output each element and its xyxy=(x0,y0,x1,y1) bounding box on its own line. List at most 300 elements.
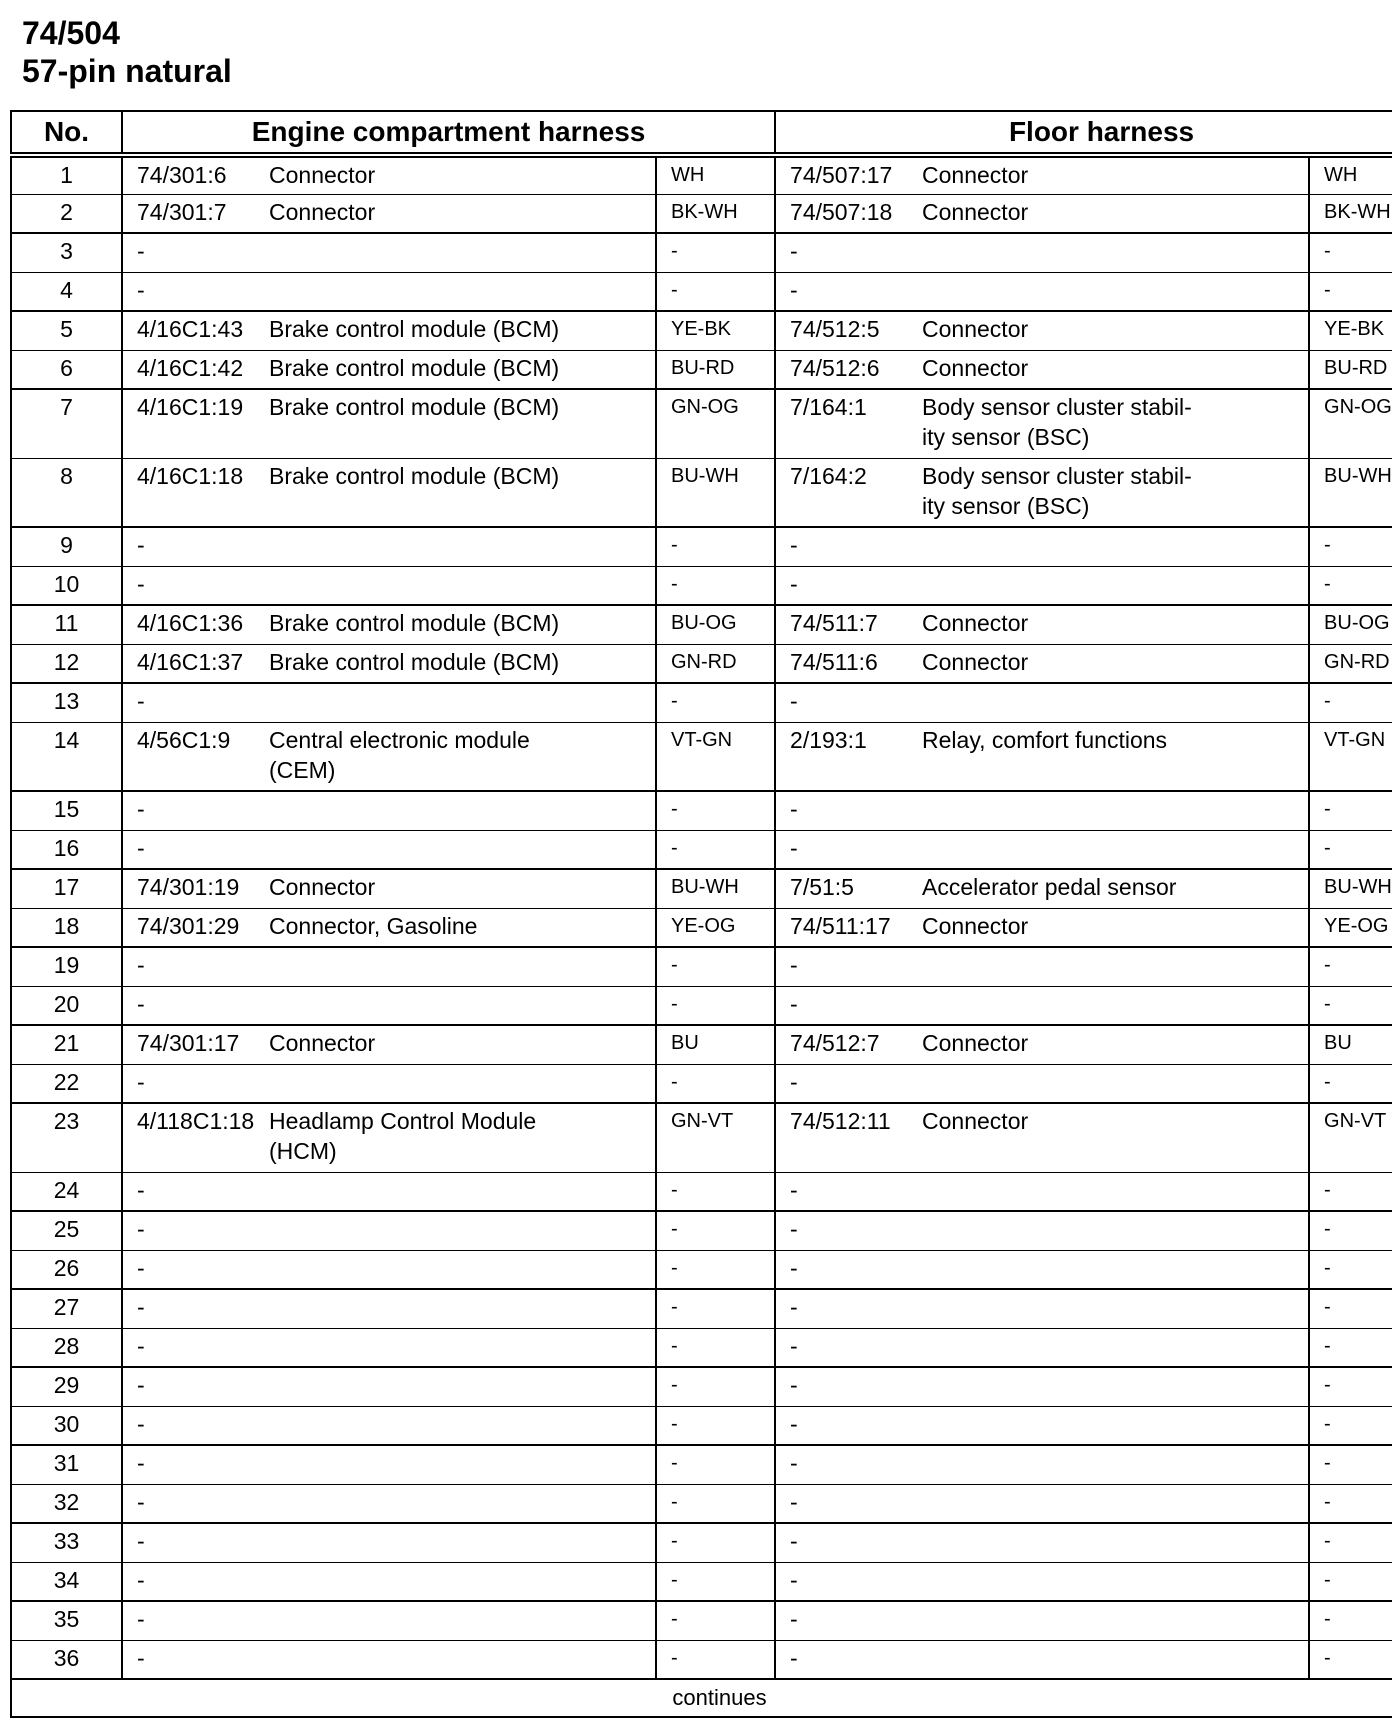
pin-number-cell: 26 xyxy=(11,1250,122,1289)
pin-number-cell: 14 xyxy=(11,722,122,791)
pin-rows xyxy=(11,155,1392,1679)
floor-description-cell xyxy=(918,1064,1309,1103)
pin-number-cell: 29 xyxy=(11,1367,122,1406)
pin-number-cell: 10 xyxy=(11,566,122,605)
floor-description-cell xyxy=(918,566,1309,605)
description-line: Headlamp Control Module xyxy=(269,1108,537,1134)
table-row xyxy=(11,1562,1392,1601)
table-row xyxy=(11,527,1392,566)
pin-number-cell: 25 xyxy=(11,1211,122,1250)
floor-wire-color-cell: - xyxy=(1309,1562,1392,1601)
floor-wire-color-cell: VT-GN xyxy=(1309,722,1392,791)
description-line: Brake control module (BCM) xyxy=(269,316,560,342)
engine-ref-cell: 4/16C1:42 xyxy=(122,350,265,389)
floor-wire-color-cell: BK-WH xyxy=(1309,194,1392,233)
floor-wire-color-cell: BU-OG xyxy=(1309,605,1392,644)
table-row xyxy=(11,1601,1392,1640)
table-row xyxy=(11,1103,1392,1172)
engine-description-cell xyxy=(265,1172,656,1211)
floor-description-cell xyxy=(918,272,1309,311)
floor-ref-cell: - xyxy=(775,1367,918,1406)
engine-wire-color-cell: BU xyxy=(656,1025,775,1064)
connector-id-title: 74/504 xyxy=(22,15,120,51)
pin-number-cell: 20 xyxy=(11,986,122,1025)
description-line: Accelerator pedal sensor xyxy=(922,874,1177,900)
engine-ref-cell: - xyxy=(122,1445,265,1484)
engine-description-cell xyxy=(265,683,656,722)
floor-ref-cell: - xyxy=(775,1601,918,1640)
floor-wire-color-cell: - xyxy=(1309,986,1392,1025)
floor-description-cell xyxy=(918,1523,1309,1562)
pin-number-cell: 19 xyxy=(11,947,122,986)
floor-ref-cell: - xyxy=(775,527,918,566)
engine-description-cell xyxy=(265,233,656,272)
table-row xyxy=(11,1640,1392,1679)
floor-wire-color-cell: - xyxy=(1309,272,1392,311)
pin-number-cell: 9 xyxy=(11,527,122,566)
floor-wire-color-cell: - xyxy=(1309,683,1392,722)
floor-ref-cell: - xyxy=(775,1211,918,1250)
description-line: Connector xyxy=(269,162,376,188)
engine-wire-color-cell: - xyxy=(656,1523,775,1562)
description-line: Brake control module (BCM) xyxy=(269,394,560,420)
floor-ref-cell: - xyxy=(775,233,918,272)
floor-description-cell xyxy=(918,1328,1309,1367)
floor-description-cell xyxy=(918,233,1309,272)
engine-wire-color-cell: - xyxy=(656,1562,775,1601)
engine-wire-color-cell: - xyxy=(656,1172,775,1211)
engine-description-cell xyxy=(265,527,656,566)
floor-description-cell xyxy=(918,605,1309,644)
floor-wire-color-cell: - xyxy=(1309,791,1392,830)
floor-wire-color-cell: - xyxy=(1309,527,1392,566)
engine-description-cell xyxy=(265,605,656,644)
floor-ref-cell: 74/511:17 xyxy=(775,908,918,947)
table-row xyxy=(11,1367,1392,1406)
floor-description-cell xyxy=(918,644,1309,683)
pin-number-cell: 6 xyxy=(11,350,122,389)
engine-ref-cell: - xyxy=(122,1484,265,1523)
floor-wire-color-cell: WH xyxy=(1309,155,1392,194)
table-row xyxy=(11,1025,1392,1064)
engine-ref-cell: 4/16C1:37 xyxy=(122,644,265,683)
floor-description-cell xyxy=(918,1025,1309,1064)
description-line: (HCM) xyxy=(269,1138,337,1164)
pin-number-cell: 35 xyxy=(11,1601,122,1640)
engine-description-cell xyxy=(265,830,656,869)
table-row xyxy=(11,1484,1392,1523)
description-line: ity sensor (BSC) xyxy=(922,492,1090,519)
floor-ref-cell: 74/507:18 xyxy=(775,194,918,233)
engine-description-cell xyxy=(265,1250,656,1289)
floor-wire-color-cell: - xyxy=(1309,566,1392,605)
engine-wire-color-cell: - xyxy=(656,566,775,605)
floor-ref-cell: - xyxy=(775,683,918,722)
engine-description-cell xyxy=(265,1523,656,1562)
table-row xyxy=(11,155,1392,194)
pin-number-cell: 12 xyxy=(11,644,122,683)
pin-number-cell: 31 xyxy=(11,1445,122,1484)
engine-wire-color-cell: BU-WH xyxy=(656,458,775,527)
floor-wire-color-cell: GN-RD xyxy=(1309,644,1392,683)
engine-ref-cell: 4/16C1:43 xyxy=(122,311,265,350)
engine-wire-color-cell: - xyxy=(656,683,775,722)
floor-description-cell xyxy=(918,194,1309,233)
engine-description-cell xyxy=(265,791,656,830)
floor-wire-color-cell: - xyxy=(1309,1484,1392,1523)
floor-description-cell xyxy=(918,830,1309,869)
pin-number-cell: 24 xyxy=(11,1172,122,1211)
pin-number-cell: 3 xyxy=(11,233,122,272)
column-header-no: No. xyxy=(11,111,122,155)
engine-wire-color-cell: - xyxy=(656,986,775,1025)
column-header-engine-harness: Engine compartment harness xyxy=(122,111,775,155)
description-line: Connector xyxy=(269,874,376,900)
continues-note: continues xyxy=(11,1679,1392,1717)
floor-wire-color-cell: - xyxy=(1309,830,1392,869)
table-row xyxy=(11,605,1392,644)
table-row xyxy=(11,233,1392,272)
engine-ref-cell: 4/16C1:36 xyxy=(122,605,265,644)
floor-wire-color-cell: - xyxy=(1309,947,1392,986)
description-line: Brake control module (BCM) xyxy=(269,610,560,636)
floor-wire-color-cell: - xyxy=(1309,1064,1392,1103)
engine-wire-color-cell: - xyxy=(656,1064,775,1103)
table-row xyxy=(11,272,1392,311)
engine-wire-color-cell: - xyxy=(656,1328,775,1367)
engine-wire-color-cell: - xyxy=(656,1484,775,1523)
engine-wire-color-cell: BU-RD xyxy=(656,350,775,389)
description-line: Connector xyxy=(922,1030,1029,1056)
engine-ref-cell: - xyxy=(122,986,265,1025)
floor-ref-cell: - xyxy=(775,1640,918,1679)
engine-wire-color-cell: - xyxy=(656,1601,775,1640)
engine-ref-cell: - xyxy=(122,1211,265,1250)
pin-assignment-table xyxy=(10,110,1392,1718)
floor-ref-cell: - xyxy=(775,791,918,830)
pin-number-cell: 28 xyxy=(11,1328,122,1367)
floor-ref-cell: - xyxy=(775,947,918,986)
pin-number-cell: 2 xyxy=(11,194,122,233)
table-row xyxy=(11,194,1392,233)
description-line: Brake control module (BCM) xyxy=(269,354,560,381)
table-row xyxy=(11,1064,1392,1103)
floor-ref-cell: - xyxy=(775,1445,918,1484)
floor-wire-color-cell: - xyxy=(1309,1328,1392,1367)
description-line: Connector xyxy=(269,198,376,225)
engine-wire-color-cell: GN-OG xyxy=(656,389,775,458)
engine-description-cell xyxy=(265,869,656,908)
description-line: Connector xyxy=(922,912,1029,939)
floor-description-cell xyxy=(918,869,1309,908)
engine-ref-cell: - xyxy=(122,1064,265,1103)
description-line: Body sensor cluster stabil- xyxy=(922,394,1192,420)
floor-description-cell xyxy=(918,311,1309,350)
floor-wire-color-cell: - xyxy=(1309,1406,1392,1445)
floor-ref-cell: - xyxy=(775,1289,918,1328)
floor-description-cell xyxy=(918,1484,1309,1523)
pin-number-cell: 5 xyxy=(11,311,122,350)
column-header-floor-harness: Floor harness xyxy=(775,111,1392,155)
description-line: Connector xyxy=(922,316,1029,342)
engine-description-cell xyxy=(265,1640,656,1679)
table-row xyxy=(11,1250,1392,1289)
table-row xyxy=(11,722,1392,791)
description-line: Brake control module (BCM) xyxy=(269,462,560,489)
engine-description-cell xyxy=(265,908,656,947)
floor-ref-cell: - xyxy=(775,986,918,1025)
engine-wire-color-cell: - xyxy=(656,791,775,830)
engine-description-cell xyxy=(265,458,656,527)
engine-description-cell xyxy=(265,1103,656,1172)
floor-ref-cell: 2/193:1 xyxy=(775,722,918,791)
floor-ref-cell: - xyxy=(775,566,918,605)
floor-description-cell xyxy=(918,1211,1309,1250)
pin-number-cell: 1 xyxy=(11,155,122,194)
pin-number-cell: 30 xyxy=(11,1406,122,1445)
floor-description-cell xyxy=(918,1406,1309,1445)
engine-ref-cell: 74/301:29 xyxy=(122,908,265,947)
floor-ref-cell: - xyxy=(775,1250,918,1289)
engine-ref-cell: 74/301:17 xyxy=(122,1025,265,1064)
engine-description-cell xyxy=(265,1367,656,1406)
description-line: Connector, Gasoline xyxy=(269,912,478,939)
engine-ref-cell: 4/56C1:9 xyxy=(122,722,265,791)
engine-wire-color-cell: - xyxy=(656,1445,775,1484)
engine-description-cell xyxy=(265,1211,656,1250)
floor-ref-cell: 74/511:7 xyxy=(775,605,918,644)
engine-ref-cell: - xyxy=(122,527,265,566)
floor-ref-cell: - xyxy=(775,1406,918,1445)
engine-wire-color-cell: - xyxy=(656,1211,775,1250)
table-header-row xyxy=(11,111,1392,155)
pin-number-cell: 18 xyxy=(11,908,122,947)
floor-wire-color-cell: YE-BK xyxy=(1309,311,1392,350)
table-row xyxy=(11,1445,1392,1484)
engine-description-cell xyxy=(265,272,656,311)
floor-wire-color-cell: - xyxy=(1309,233,1392,272)
engine-ref-cell: - xyxy=(122,947,265,986)
floor-wire-color-cell: - xyxy=(1309,1211,1392,1250)
floor-ref-cell: - xyxy=(775,830,918,869)
description-line: Body sensor cluster stabil- xyxy=(922,462,1192,489)
floor-wire-color-cell: BU-RD xyxy=(1309,350,1392,389)
engine-description-cell xyxy=(265,1025,656,1064)
floor-ref-cell: 7/164:2 xyxy=(775,458,918,527)
pin-number-cell: 16 xyxy=(11,830,122,869)
floor-description-cell xyxy=(918,458,1309,527)
engine-ref-cell: 4/16C1:18 xyxy=(122,458,265,527)
engine-ref-cell: - xyxy=(122,233,265,272)
engine-wire-color-cell: VT-GN xyxy=(656,722,775,791)
floor-description-cell xyxy=(918,1445,1309,1484)
description-line: Connector xyxy=(922,1108,1029,1134)
engine-ref-cell: - xyxy=(122,1601,265,1640)
table-row xyxy=(11,986,1392,1025)
engine-ref-cell: - xyxy=(122,830,265,869)
description-line: Connector xyxy=(269,1030,376,1056)
floor-wire-color-cell: BU xyxy=(1309,1025,1392,1064)
engine-ref-cell: - xyxy=(122,1172,265,1211)
floor-ref-cell: 7/164:1 xyxy=(775,389,918,458)
engine-ref-cell: - xyxy=(122,1523,265,1562)
pin-number-cell: 21 xyxy=(11,1025,122,1064)
pin-number-cell: 7 xyxy=(11,389,122,458)
engine-ref-cell: - xyxy=(122,1289,265,1328)
table-row xyxy=(11,830,1392,869)
connector-description-title: 57-pin natural xyxy=(22,53,232,89)
floor-description-cell xyxy=(918,908,1309,947)
engine-ref-cell: - xyxy=(122,1640,265,1679)
floor-description-cell xyxy=(918,722,1309,791)
table-row xyxy=(11,947,1392,986)
engine-description-cell xyxy=(265,1445,656,1484)
engine-wire-color-cell: - xyxy=(656,1406,775,1445)
floor-description-cell xyxy=(918,1289,1309,1328)
floor-wire-color-cell: BU-WH xyxy=(1309,869,1392,908)
floor-ref-cell: - xyxy=(775,1484,918,1523)
floor-description-cell xyxy=(918,791,1309,830)
floor-description-cell xyxy=(918,350,1309,389)
description-line: Connector xyxy=(922,198,1029,225)
engine-wire-color-cell: GN-RD xyxy=(656,644,775,683)
floor-description-cell xyxy=(918,1601,1309,1640)
engine-description-cell xyxy=(265,389,656,458)
engine-wire-color-cell: - xyxy=(656,1367,775,1406)
table-row xyxy=(11,1211,1392,1250)
engine-ref-cell: - xyxy=(122,683,265,722)
pin-number-cell: 23 xyxy=(11,1103,122,1172)
floor-description-cell xyxy=(918,527,1309,566)
pin-number-cell: 32 xyxy=(11,1484,122,1523)
table-row xyxy=(11,350,1392,389)
floor-ref-cell: 74/512:11 xyxy=(775,1103,918,1172)
floor-description-cell xyxy=(918,1250,1309,1289)
table-row xyxy=(11,458,1392,527)
description-line: Connector xyxy=(922,648,1029,675)
floor-wire-color-cell: - xyxy=(1309,1289,1392,1328)
table-footer-row xyxy=(11,1679,1392,1717)
engine-ref-cell: 4/118C1:18 xyxy=(122,1103,265,1172)
engine-description-cell xyxy=(265,1484,656,1523)
floor-ref-cell: 74/512:6 xyxy=(775,350,918,389)
engine-wire-color-cell: - xyxy=(656,947,775,986)
engine-description-cell xyxy=(265,722,656,791)
table-row xyxy=(11,1406,1392,1445)
table-row xyxy=(11,908,1392,947)
table-row xyxy=(11,1289,1392,1328)
floor-description-cell xyxy=(918,1172,1309,1211)
engine-description-cell xyxy=(265,947,656,986)
floor-description-cell xyxy=(918,1640,1309,1679)
engine-wire-color-cell: - xyxy=(656,272,775,311)
pin-number-cell: 17 xyxy=(11,869,122,908)
pin-number-cell: 33 xyxy=(11,1523,122,1562)
engine-ref-cell: - xyxy=(122,1250,265,1289)
table-row xyxy=(11,311,1392,350)
table-row xyxy=(11,683,1392,722)
engine-wire-color-cell: - xyxy=(656,233,775,272)
floor-description-cell xyxy=(918,1367,1309,1406)
engine-description-cell xyxy=(265,1064,656,1103)
description-line: Connector xyxy=(922,354,1029,381)
floor-wire-color-cell: - xyxy=(1309,1445,1392,1484)
engine-wire-color-cell: GN-VT xyxy=(656,1103,775,1172)
engine-ref-cell: - xyxy=(122,566,265,605)
floor-ref-cell: - xyxy=(775,1523,918,1562)
engine-description-cell xyxy=(265,986,656,1025)
floor-description-cell xyxy=(918,389,1309,458)
description-line: (CEM) xyxy=(269,756,336,783)
floor-ref-cell: 7/51:5 xyxy=(775,869,918,908)
engine-description-cell xyxy=(265,1289,656,1328)
description-line: Central electronic module xyxy=(269,726,530,753)
table-row xyxy=(11,389,1392,458)
engine-ref-cell: - xyxy=(122,791,265,830)
floor-ref-cell: 74/512:5 xyxy=(775,311,918,350)
engine-ref-cell: 4/16C1:19 xyxy=(122,389,265,458)
floor-description-cell xyxy=(918,155,1309,194)
engine-wire-color-cell: BU-WH xyxy=(656,869,775,908)
engine-wire-color-cell: WH xyxy=(656,155,775,194)
description-line: Relay, comfort functions xyxy=(922,726,1168,753)
floor-ref-cell: 74/512:7 xyxy=(775,1025,918,1064)
engine-description-cell xyxy=(265,1562,656,1601)
floor-wire-color-cell: BU-WH xyxy=(1309,458,1392,527)
pin-number-cell: 27 xyxy=(11,1289,122,1328)
floor-ref-cell: - xyxy=(775,272,918,311)
engine-description-cell xyxy=(265,350,656,389)
engine-ref-cell: - xyxy=(122,1328,265,1367)
engine-wire-color-cell: - xyxy=(656,527,775,566)
floor-ref-cell: 74/511:6 xyxy=(775,644,918,683)
table-row xyxy=(11,644,1392,683)
floor-description-cell xyxy=(918,947,1309,986)
pin-number-cell: 13 xyxy=(11,683,122,722)
engine-wire-color-cell: BK-WH xyxy=(656,194,775,233)
floor-description-cell xyxy=(918,986,1309,1025)
floor-description-cell xyxy=(918,1103,1309,1172)
description-line: Connector xyxy=(922,162,1029,188)
floor-wire-color-cell: - xyxy=(1309,1172,1392,1211)
engine-wire-color-cell: BU-OG xyxy=(656,605,775,644)
floor-wire-color-cell: GN-OG xyxy=(1309,389,1392,458)
floor-ref-cell: - xyxy=(775,1064,918,1103)
engine-description-cell xyxy=(265,1601,656,1640)
pin-number-cell: 22 xyxy=(11,1064,122,1103)
floor-wire-color-cell: - xyxy=(1309,1367,1392,1406)
table-row xyxy=(11,869,1392,908)
floor-wire-color-cell: YE-OG xyxy=(1309,908,1392,947)
engine-description-cell xyxy=(265,644,656,683)
engine-wire-color-cell: - xyxy=(656,1250,775,1289)
description-line: Brake control module (BCM) xyxy=(269,648,560,675)
description-line: Connector xyxy=(922,610,1029,636)
pin-number-cell: 4 xyxy=(11,272,122,311)
floor-wire-color-cell: GN-VT xyxy=(1309,1103,1392,1172)
table-row xyxy=(11,1523,1392,1562)
engine-description-cell xyxy=(265,155,656,194)
engine-wire-color-cell: - xyxy=(656,1289,775,1328)
floor-ref-cell: 74/507:17 xyxy=(775,155,918,194)
table-row xyxy=(11,566,1392,605)
engine-description-cell xyxy=(265,566,656,605)
table-row xyxy=(11,791,1392,830)
floor-wire-color-cell: - xyxy=(1309,1250,1392,1289)
floor-ref-cell: - xyxy=(775,1562,918,1601)
engine-description-cell xyxy=(265,1328,656,1367)
floor-ref-cell: - xyxy=(775,1172,918,1211)
